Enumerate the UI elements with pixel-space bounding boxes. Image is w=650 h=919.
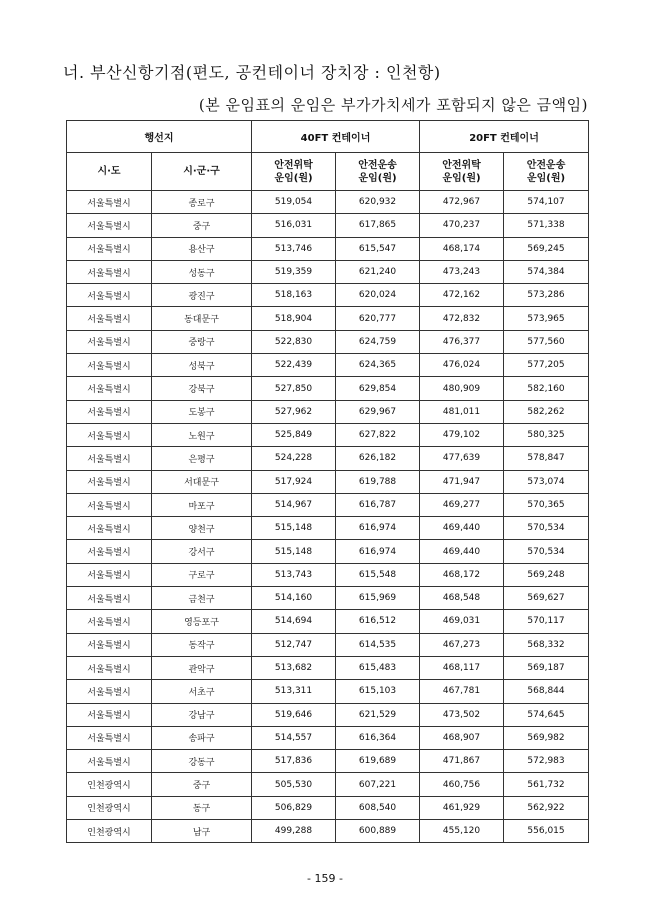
table-row [67,354,589,377]
cell-20ft-consign: 471,867 [420,750,504,773]
table-row [67,820,589,843]
cell-sido: 서울특별시 [67,517,152,540]
cell-40ft-transport: 629,967 [336,400,420,423]
cell-sigungu: 강북구 [152,377,252,400]
cell-20ft-consign: 469,440 [420,540,504,563]
cell-20ft-transport: 571,338 [504,214,589,237]
cell-20ft-consign: 467,781 [420,680,504,703]
cell-sigungu: 서초구 [152,680,252,703]
cell-20ft-transport: 569,187 [504,656,589,679]
cell-40ft-transport: 615,103 [336,680,420,703]
table-row [67,400,589,423]
cell-40ft-consign: 517,924 [252,470,336,493]
cell-40ft-consign: 518,163 [252,284,336,307]
cell-40ft-transport: 615,969 [336,587,420,610]
cell-20ft-transport: 570,534 [504,540,589,563]
cell-40ft-transport: 615,548 [336,563,420,586]
cell-40ft-transport: 608,540 [336,796,420,819]
cell-sido: 서울특별시 [67,726,152,749]
table-row [67,330,589,353]
cell-sigungu: 노원구 [152,423,252,446]
cell-sigungu: 도봉구 [152,400,252,423]
cell-20ft-transport: 570,534 [504,517,589,540]
cell-20ft-consign: 481,011 [420,400,504,423]
cell-sigungu: 강서구 [152,540,252,563]
cell-40ft-transport: 621,240 [336,260,420,283]
cell-40ft-consign: 499,288 [252,820,336,843]
cell-40ft-transport: 607,221 [336,773,420,796]
cell-20ft-transport: 569,982 [504,726,589,749]
cell-sigungu: 관악구 [152,656,252,679]
cell-20ft-transport: 556,015 [504,820,589,843]
page-number: - 159 - [307,872,343,885]
cell-sigungu: 구로구 [152,563,252,586]
cell-40ft-transport: 614,535 [336,633,420,656]
cell-sigungu: 강남구 [152,703,252,726]
cell-sigungu: 동대문구 [152,307,252,330]
cell-40ft-transport: 616,512 [336,610,420,633]
cell-40ft-transport: 617,865 [336,214,420,237]
header-40ft-transport: 안전운송 운임(원) [336,153,420,191]
table-row [67,214,589,237]
cell-20ft-transport: 577,205 [504,354,589,377]
cell-20ft-transport: 574,107 [504,191,589,214]
cell-20ft-transport: 577,560 [504,330,589,353]
cell-20ft-consign: 480,909 [420,377,504,400]
cell-sido: 인천광역시 [67,820,152,843]
cell-40ft-consign: 514,694 [252,610,336,633]
cell-40ft-transport: 600,889 [336,820,420,843]
cell-sigungu: 영등포구 [152,610,252,633]
cell-40ft-transport: 621,529 [336,703,420,726]
cell-40ft-transport: 619,788 [336,470,420,493]
cell-sigungu: 성동구 [152,260,252,283]
cell-20ft-transport: 570,365 [504,493,589,516]
table-row [67,191,589,214]
cell-20ft-consign: 473,502 [420,703,504,726]
cell-20ft-consign: 469,277 [420,493,504,516]
cell-20ft-consign: 468,172 [420,563,504,586]
cell-40ft-consign: 513,743 [252,563,336,586]
cell-sigungu: 종로구 [152,191,252,214]
cell-40ft-consign: 514,557 [252,726,336,749]
cell-20ft-consign: 469,031 [420,610,504,633]
cell-40ft-consign: 513,746 [252,237,336,260]
cell-20ft-transport: 574,645 [504,703,589,726]
cell-sigungu: 중구 [152,214,252,237]
cell-20ft-transport: 573,286 [504,284,589,307]
cell-sido: 서울특별시 [67,284,152,307]
vat-note: (본 운임표의 운임은 부가가치세가 포함되지 않은 금액임) [198,96,588,114]
cell-sido: 서울특별시 [67,330,152,353]
table-row [67,517,589,540]
cell-40ft-consign: 519,054 [252,191,336,214]
header-20ft-transport: 안전운송 운임(원) [504,153,589,191]
cell-20ft-consign: 476,377 [420,330,504,353]
cell-sigungu: 서대문구 [152,470,252,493]
table-row [67,656,589,679]
cell-40ft-transport: 616,364 [336,726,420,749]
cell-20ft-transport: 570,117 [504,610,589,633]
cell-sido: 서울특별시 [67,400,152,423]
cell-sigungu: 용산구 [152,237,252,260]
table-row [67,447,589,470]
cell-sigungu: 중랑구 [152,330,252,353]
cell-20ft-transport: 569,627 [504,587,589,610]
cell-sido: 서울특별시 [67,703,152,726]
cell-40ft-consign: 527,962 [252,400,336,423]
cell-40ft-consign: 506,829 [252,796,336,819]
cell-20ft-consign: 472,967 [420,191,504,214]
cell-40ft-consign: 522,439 [252,354,336,377]
cell-40ft-transport: 620,024 [336,284,420,307]
cell-40ft-transport: 624,759 [336,330,420,353]
table-row [67,633,589,656]
cell-40ft-consign: 519,359 [252,260,336,283]
cell-sigungu: 성북구 [152,354,252,377]
cell-sido: 서울특별시 [67,423,152,446]
cell-20ft-consign: 455,120 [420,820,504,843]
table-row [67,423,589,446]
cell-40ft-consign: 518,904 [252,307,336,330]
table-row [67,680,589,703]
cell-40ft-consign: 512,747 [252,633,336,656]
table-row [67,493,589,516]
header-20ft-consign: 안전위탁 운임(원) [420,153,504,191]
cell-40ft-consign: 515,148 [252,517,336,540]
cell-40ft-consign: 524,228 [252,447,336,470]
cell-20ft-consign: 471,947 [420,470,504,493]
table-row [67,540,589,563]
section-title: 너. 부산신항기점(편도, 공컨테이너 장치장 : 인천항) [63,63,441,82]
cell-20ft-consign: 468,117 [420,656,504,679]
table-row [67,470,589,493]
table-row [67,307,589,330]
cell-sido: 서울특별시 [67,750,152,773]
cell-40ft-consign: 522,830 [252,330,336,353]
table-body [67,191,589,843]
cell-40ft-transport: 616,974 [336,517,420,540]
cell-20ft-consign: 472,162 [420,284,504,307]
cell-40ft-consign: 519,646 [252,703,336,726]
cell-40ft-consign: 515,148 [252,540,336,563]
cell-sigungu: 동작구 [152,633,252,656]
cell-sido: 인천광역시 [67,796,152,819]
cell-20ft-consign: 467,273 [420,633,504,656]
cell-20ft-transport: 561,732 [504,773,589,796]
cell-sigungu: 양천구 [152,517,252,540]
cell-40ft-consign: 514,967 [252,493,336,516]
cell-sigungu: 은평구 [152,447,252,470]
cell-sido: 서울특별시 [67,237,152,260]
cell-20ft-transport: 568,332 [504,633,589,656]
cell-20ft-consign: 479,102 [420,423,504,446]
cell-40ft-consign: 525,849 [252,423,336,446]
cell-40ft-consign: 527,850 [252,377,336,400]
cell-sido: 서울특별시 [67,680,152,703]
table-row [67,750,589,773]
cell-40ft-consign: 513,311 [252,680,336,703]
cell-20ft-transport: 580,325 [504,423,589,446]
cell-20ft-consign: 477,639 [420,447,504,470]
header-sigungu: 시·군·구 [152,153,252,191]
freight-rate-table [66,120,589,843]
table-row [67,563,589,586]
cell-20ft-consign: 476,024 [420,354,504,377]
cell-sido: 서울특별시 [67,563,152,586]
cell-40ft-transport: 626,182 [336,447,420,470]
table-row [67,703,589,726]
cell-40ft-transport: 629,854 [336,377,420,400]
header-40ft-consign: 안전위탁 운임(원) [252,153,336,191]
cell-40ft-transport: 620,777 [336,307,420,330]
cell-40ft-transport: 619,689 [336,750,420,773]
table-row [67,377,589,400]
cell-sido: 서울특별시 [67,191,152,214]
cell-20ft-transport: 582,160 [504,377,589,400]
table-row [67,773,589,796]
cell-sigungu: 중구 [152,773,252,796]
cell-20ft-transport: 568,844 [504,680,589,703]
cell-20ft-transport: 573,074 [504,470,589,493]
cell-sido: 서울특별시 [67,633,152,656]
cell-20ft-consign: 468,907 [420,726,504,749]
cell-20ft-transport: 573,965 [504,307,589,330]
cell-20ft-consign: 461,929 [420,796,504,819]
cell-20ft-consign: 468,174 [420,237,504,260]
cell-sigungu: 동구 [152,796,252,819]
cell-20ft-transport: 569,245 [504,237,589,260]
cell-40ft-transport: 615,483 [336,656,420,679]
cell-sido: 서울특별시 [67,540,152,563]
cell-40ft-consign: 505,530 [252,773,336,796]
cell-40ft-consign: 517,836 [252,750,336,773]
table-row [67,726,589,749]
table-row [67,610,589,633]
cell-20ft-transport: 569,248 [504,563,589,586]
cell-40ft-transport: 624,365 [336,354,420,377]
header-20ft: 20FT 컨테이너 [420,121,589,153]
cell-40ft-transport: 615,547 [336,237,420,260]
cell-20ft-transport: 578,847 [504,447,589,470]
cell-20ft-transport: 582,262 [504,400,589,423]
table-row [67,796,589,819]
cell-sido: 서울특별시 [67,214,152,237]
cell-40ft-consign: 514,160 [252,587,336,610]
header-sido: 시·도 [67,153,152,191]
cell-sido: 서울특별시 [67,470,152,493]
cell-20ft-transport: 572,983 [504,750,589,773]
cell-sido: 서울특별시 [67,610,152,633]
cell-sigungu: 남구 [152,820,252,843]
cell-20ft-consign: 460,756 [420,773,504,796]
cell-40ft-transport: 627,822 [336,423,420,446]
header-40ft: 40FT 컨테이너 [252,121,420,153]
cell-sido: 서울특별시 [67,377,152,400]
cell-40ft-transport: 616,787 [336,493,420,516]
cell-sido: 서울특별시 [67,656,152,679]
cell-sido: 서울특별시 [67,307,152,330]
cell-20ft-consign: 473,243 [420,260,504,283]
cell-20ft-transport: 562,922 [504,796,589,819]
cell-sigungu: 강동구 [152,750,252,773]
cell-sigungu: 송파구 [152,726,252,749]
cell-sido: 서울특별시 [67,493,152,516]
table-row [67,284,589,307]
cell-40ft-consign: 513,682 [252,656,336,679]
cell-sido: 서울특별시 [67,354,152,377]
table-row [67,237,589,260]
cell-sido: 서울특별시 [67,260,152,283]
cell-20ft-consign: 470,237 [420,214,504,237]
cell-20ft-consign: 469,440 [420,517,504,540]
cell-sido: 서울특별시 [67,587,152,610]
cell-20ft-consign: 472,832 [420,307,504,330]
cell-sido: 서울특별시 [67,447,152,470]
cell-sigungu: 마포구 [152,493,252,516]
cell-20ft-consign: 468,548 [420,587,504,610]
cell-sigungu: 금천구 [152,587,252,610]
header-destination: 행선지 [67,121,252,153]
cell-40ft-transport: 616,974 [336,540,420,563]
cell-20ft-transport: 574,384 [504,260,589,283]
table-row [67,260,589,283]
cell-sido: 인천광역시 [67,773,152,796]
cell-40ft-consign: 516,031 [252,214,336,237]
cell-40ft-transport: 620,932 [336,191,420,214]
cell-sigungu: 광진구 [152,284,252,307]
table-row [67,587,589,610]
